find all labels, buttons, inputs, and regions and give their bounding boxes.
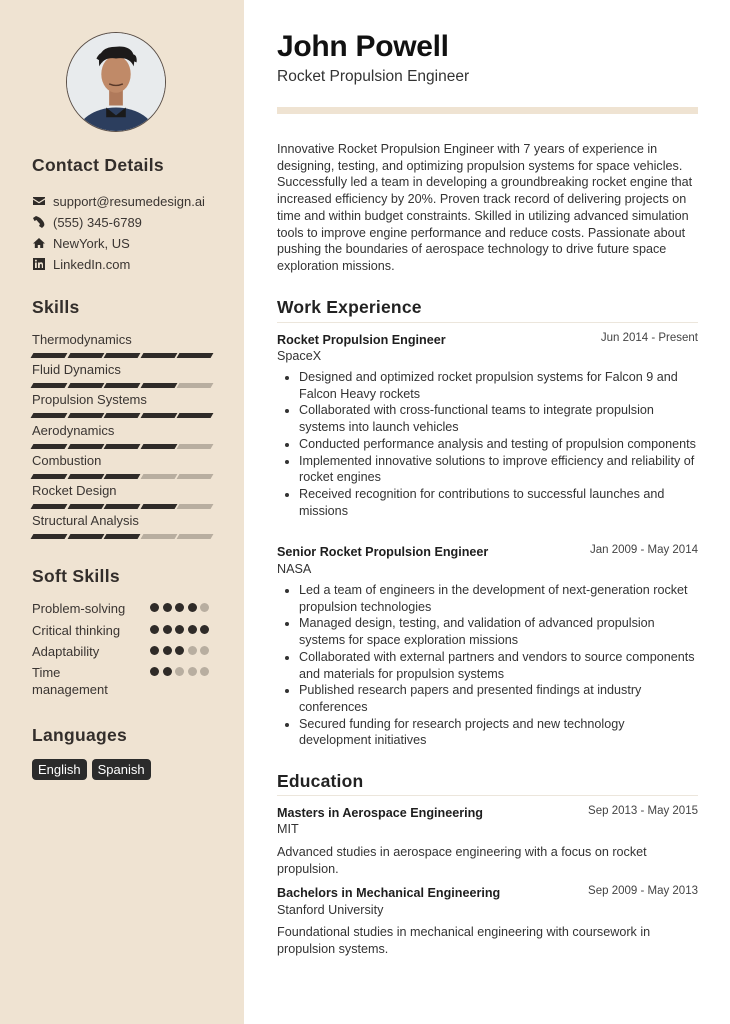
contact-heading: Contact Details — [32, 155, 164, 175]
rating-dot-empty — [200, 667, 209, 676]
rating-segment-filled — [140, 353, 177, 358]
job-bullet: Collaborated with external partners and vendors to source components and materials for propulsion systems — [277, 649, 698, 682]
rating-segment-filled — [31, 444, 68, 449]
school-name: Stanford University — [277, 903, 384, 917]
language-badge: Spanish — [92, 759, 151, 780]
skill-label: Propulsion Systems — [32, 392, 147, 408]
rating-segment-filled — [140, 444, 177, 449]
skill-rating-bar — [32, 444, 212, 449]
job-bullet: Designed and optimized rocket propulsion systems for Falcon 9 and Falcon Heavy rockets — [277, 369, 698, 402]
rating-segment-filled — [104, 383, 141, 388]
rating-dot-filled — [175, 603, 184, 612]
rating-segment-filled — [31, 383, 68, 388]
job-bullets — [277, 369, 698, 519]
rating-segment-filled — [31, 353, 68, 358]
rating-segment-filled — [67, 413, 104, 418]
soft-skill-rating-dots — [150, 603, 212, 617]
rating-dot-filled — [163, 603, 172, 612]
rating-dot-filled — [150, 667, 159, 676]
rating-segment-filled — [104, 413, 141, 418]
rating-segment-filled — [67, 534, 104, 539]
skill-rating-bar — [32, 383, 212, 388]
skill-item — [32, 362, 212, 388]
rating-segment-filled — [177, 413, 214, 418]
language-badge: English — [32, 759, 87, 780]
degree-title: Masters in Aerospace Engineering — [277, 806, 483, 820]
rating-segment-filled — [104, 444, 141, 449]
rating-segment-filled — [67, 353, 104, 358]
rating-segment-filled — [31, 534, 68, 539]
skill-label: Rocket Design — [32, 483, 117, 498]
job-bullet: Managed design, testing, and validation of advanced propulsion systems for space exploration missions — [277, 615, 698, 648]
job-bullet: Collaborated with cross-functional teams to integrate propulsion systems into launch vehicles — [277, 402, 698, 435]
contact-phone-text: (555) 345-6789 — [53, 214, 142, 230]
skill-item — [32, 392, 212, 418]
skill-label: Structural Analysis — [32, 513, 139, 529]
skill-item — [32, 332, 212, 358]
skill-label: Aerodynamics — [32, 422, 115, 438]
skill-label: Fluid Dynamics — [32, 362, 121, 378]
soft-skills-heading: Soft Skills — [32, 566, 120, 586]
job-bullet: Secured funding for research projects and new technology development initiatives — [277, 716, 698, 749]
rating-segment-filled — [67, 504, 104, 509]
soft-skill-rating-dots — [150, 625, 212, 639]
rating-segment-empty — [177, 444, 214, 449]
rating-segment-empty — [177, 383, 214, 388]
rating-dot-filled — [150, 603, 159, 612]
sidebar — [0, 0, 244, 1024]
contact-email[interactable] — [32, 192, 205, 210]
skill-item — [32, 483, 212, 509]
job-bullet: Published research papers and presented findings at industry conferences — [277, 682, 698, 715]
contact-linkedin-text: LinkedIn.com — [53, 256, 131, 272]
main-content — [277, 0, 698, 1024]
avatar-illustration — [67, 33, 165, 131]
rating-segment-filled — [31, 474, 68, 479]
candidate-title: Rocket Propulsion Engineer — [277, 68, 470, 85]
soft-skill-rating-dots — [150, 646, 212, 660]
soft-skill-label: Critical thinking — [32, 623, 121, 638]
degree-description: Advanced studies in aerospace engineering with a focus on rocket propulsion. — [277, 845, 647, 876]
rating-segment-empty — [177, 534, 214, 539]
rating-dot-filled — [150, 625, 159, 634]
rating-dot-empty — [188, 646, 197, 655]
rating-dot-filled — [175, 646, 184, 655]
header-divider — [277, 107, 698, 114]
rating-dot-empty — [175, 667, 184, 676]
phone-icon — [32, 216, 45, 229]
rating-dot-empty — [188, 667, 197, 676]
rating-dot-filled — [163, 646, 172, 655]
rating-dot-filled — [188, 603, 197, 612]
rating-segment-filled — [67, 474, 104, 479]
skill-label: Combustion — [32, 452, 102, 468]
job-bullet: Received recognition for contributions to successful launches and missions — [277, 486, 698, 519]
degree-title: Bachelors in Mechanical Engineering — [277, 886, 501, 900]
degree-description: Foundational studies in mechanical engineering with coursework in propulsion systems. — [277, 925, 651, 956]
soft-skill-item — [32, 622, 212, 639]
rating-segment-empty — [177, 474, 214, 479]
section-divider — [277, 322, 698, 323]
skill-rating-bar — [32, 504, 212, 509]
skill-rating-bar — [32, 534, 212, 539]
soft-skill-label: Time management — [32, 665, 108, 697]
skill-item — [32, 453, 212, 479]
education-heading: Education — [277, 771, 364, 791]
skill-label: Thermodynamics — [32, 332, 132, 347]
envelope-icon — [32, 195, 45, 208]
skill-item — [32, 423, 212, 449]
soft-skill-label: Problem-solving — [32, 601, 126, 616]
profile-photo — [66, 32, 166, 132]
rating-dot-filled — [175, 625, 184, 634]
rating-dot-filled — [150, 646, 159, 655]
rating-segment-filled — [104, 353, 141, 358]
skill-item — [32, 513, 212, 539]
skill-rating-bar — [32, 474, 212, 479]
school-name: MIT — [277, 822, 299, 836]
job-company: SpaceX — [277, 349, 322, 363]
rating-segment-filled — [31, 413, 68, 418]
job-company: NASA — [277, 562, 312, 576]
job-bullets — [277, 582, 698, 749]
rating-segment-filled — [67, 444, 104, 449]
skill-rating-bar — [32, 353, 212, 358]
rating-dot-filled — [188, 625, 197, 634]
rating-dot-filled — [163, 667, 172, 676]
job-bullet: Led a team of engineers in the development of next-generation rocket propulsion technologies — [277, 582, 698, 615]
contact-phone[interactable] — [32, 213, 142, 231]
job-bullet: Implemented innovative solutions to improve efficiency and reliability of rocket engines — [277, 453, 698, 486]
soft-skill-label: Adaptability — [32, 644, 100, 659]
rating-dot-empty — [200, 646, 209, 655]
contact-linkedin[interactable] — [32, 255, 130, 273]
skill-rating-bar — [32, 413, 212, 418]
rating-segment-filled — [140, 413, 177, 418]
rating-dot-filled — [200, 625, 209, 634]
rating-segment-empty — [177, 504, 214, 509]
degree-dates: Sep 2013 - May 2015 — [588, 805, 698, 817]
rating-segment-filled — [140, 383, 177, 388]
contact-location — [32, 234, 130, 252]
degree-dates: Sep 2009 - May 2013 — [588, 885, 698, 897]
rating-segment-filled — [104, 504, 141, 509]
languages-list — [32, 759, 151, 780]
home-icon — [32, 237, 45, 250]
rating-segment-filled — [177, 353, 214, 358]
job-dates: Jan 2009 - May 2014 — [589, 544, 698, 556]
rating-dot-empty — [200, 603, 209, 612]
profile-summary: Innovative Rocket Propulsion Engineer with 7 years of experience in designing, testing, and optimizing propulsion systems for space vehicles. Successfully led a team in developing a groundbreaking rocket engine that increased efficiency by 20%. Proven track record of delivering projects on time and within budget constraints. Skilled in utilizing advanced simulation tools to improve engine performance and reduce costs. Passionate about pushing the boundaries of aerospace technology to drive future space exploration missions. — [277, 142, 693, 273]
soft-skill-rating-dots — [150, 667, 212, 698]
soft-skill-item — [32, 664, 212, 698]
rating-segment-empty — [140, 534, 177, 539]
rating-segment-filled — [104, 474, 141, 479]
contact-location-text: NewYork, US — [53, 235, 130, 251]
rating-dot-filled — [163, 625, 172, 634]
rating-segment-filled — [140, 504, 177, 509]
candidate-name: John Powell — [277, 30, 449, 63]
linkedin-icon — [32, 258, 45, 271]
languages-heading: Languages — [32, 725, 128, 745]
soft-skill-item — [32, 643, 212, 660]
job-title: Rocket Propulsion Engineer — [277, 333, 446, 347]
job-bullet: Conducted performance analysis and testing of propulsion components — [277, 436, 698, 453]
rating-segment-filled — [31, 504, 68, 509]
job-title: Senior Rocket Propulsion Engineer — [277, 545, 489, 559]
skills-heading: Skills — [32, 297, 80, 317]
job-dates: Jun 2014 - Present — [600, 332, 698, 344]
rating-segment-filled — [67, 383, 104, 388]
contact-email-text: support@resumedesign.ai — [53, 193, 205, 209]
section-divider — [277, 795, 698, 796]
rating-segment-filled — [104, 534, 141, 539]
rating-segment-empty — [140, 474, 177, 479]
work-experience-heading: Work Experience — [277, 297, 422, 317]
soft-skill-item — [32, 600, 212, 617]
